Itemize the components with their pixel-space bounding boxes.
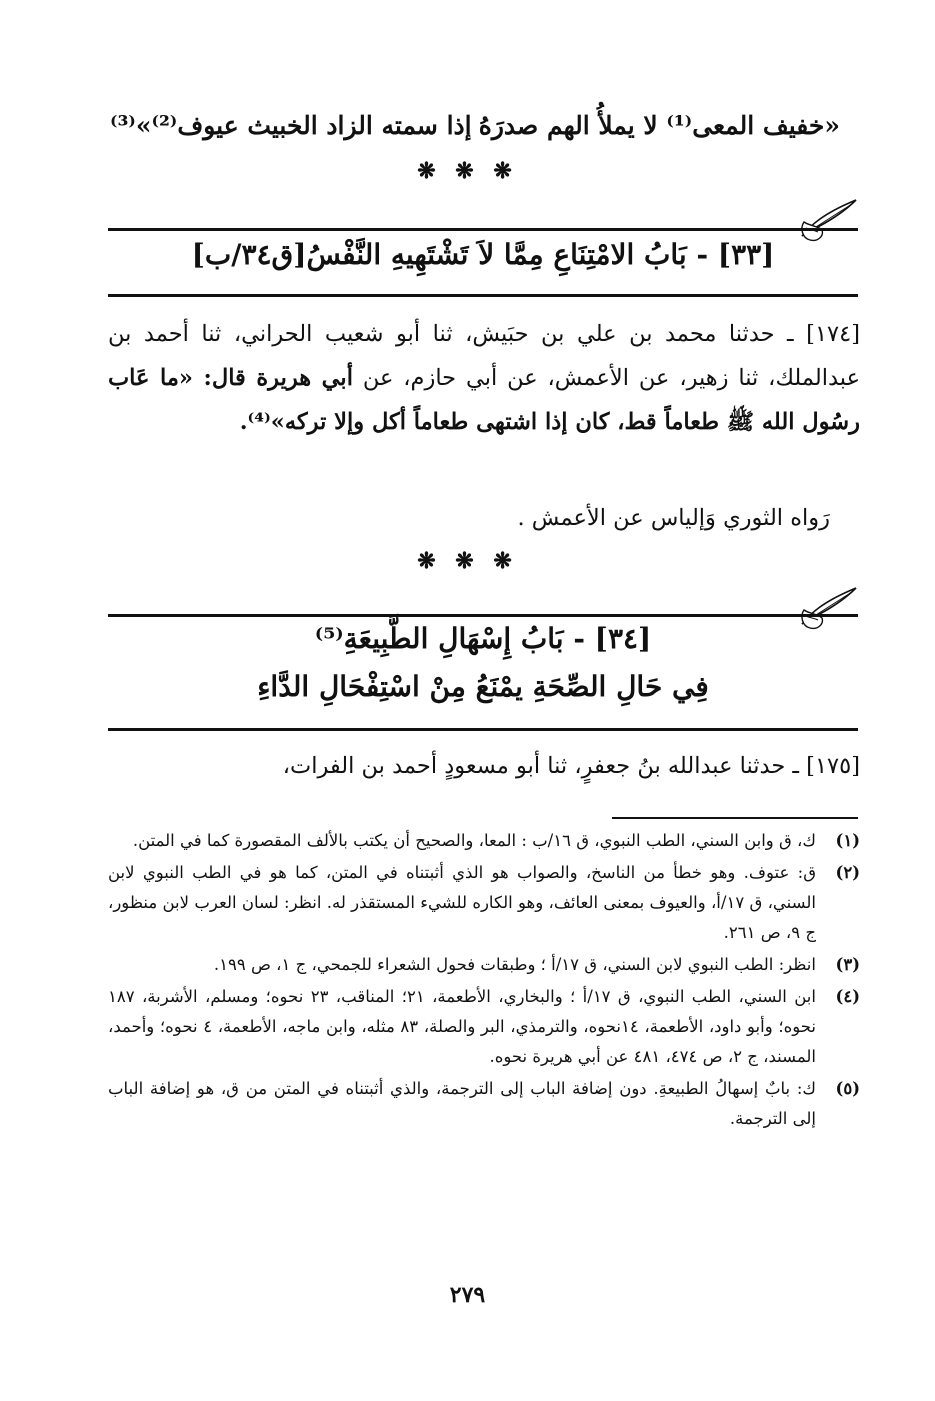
hadith-174-chain: [١٧٤] ـ حدثنا محمد بن علي بن حبَيش، ثنا أبو شعيب الحراني، ثنا أحمد بن عبدالملك، ثنا زهير، عن الأعمش، عن أبي حازم، عن	[108, 321, 860, 391]
hadith-174-narration-note: رَواه الثوري وَإلياس عن الأعمش .	[517, 505, 830, 531]
footnote-text: انظر: الطب النبوي لابن السني، ق ١٧/أ ؛ وطبقات فحول الشعراء للجمحي، ج ١، ص ١٩٩.	[213, 955, 816, 974]
hadith-175-text: [١٧٥] ـ حدثنا عبدالله بنُ جعفرٍ، ثنا أبو مسعودٍ أحمد بن الفرات،	[282, 753, 860, 779]
section-separator: ❋ ❋ ❋	[417, 548, 518, 574]
chapter-33-heading: [٣٣] - بَابُ الامْتِنَاعِ مِمَّا لاَ تَشْتَهِيهِ النَّفْسُ[ق٣٤/ب]	[191, 238, 775, 271]
chapter-34-heading-line-2: فِي حَالِ الصِّحَةِ يمْنَعُ مِنْ اسْتِفْحَالِ الدَّاءِ	[257, 670, 709, 703]
footnote	[108, 982, 860, 1072]
footnote	[108, 1074, 860, 1134]
footnote-number: (٣)	[835, 955, 860, 974]
footnote-separator	[612, 817, 858, 819]
footnote-number: (٢)	[835, 863, 860, 882]
hadith-174-matn: أبي هريرة قال: «ما عَاب رسُول الله ﷺ طعاماً قط، كان إذا اشتهى طعاماً أكل وإلا تركه»⁽⁴⁾	[108, 365, 860, 435]
chapter-34-heading-line-1: [٣٤] - بَابُ إِسْهَالِ الطَّبِيعَةِ⁽⁵⁾	[314, 622, 652, 655]
verse-hemistich-left: إذا سمته الزاد الخبيث عيوف⁽²⁾»⁽³⁾	[110, 110, 472, 140]
quill-pen-icon	[798, 196, 860, 242]
footnote-text: ابن السني، الطب النبوي، ق ١٧/أ ؛ والبخاري، الأطعمة، ٢١؛ المناقب، ٢٣ نحوه؛ ومسلم، الأشربة، ١٨٧ نحوه؛ وأبو داود، الأطعمة، ١٤نحوه، والترمذي، البر والصلة، ٨٣ مثله، وابن ماجه، الأطعمة، ٤ نحوه؛ وأحمد، المسند، ج ٢، ص ٤٧٤، ٤٨١ عن أبي هريرة نحوه.	[108, 987, 816, 1066]
hadith-174-text	[108, 312, 860, 444]
footnotes	[108, 826, 860, 1136]
heading-rule-top	[108, 228, 858, 231]
heading-rule-top	[108, 614, 858, 617]
heading-rule-bottom	[108, 728, 858, 731]
heading-rule-bottom	[108, 294, 858, 297]
footnote-text: ك: بابٌ إسهالُ الطبيعةِ. دون إضافة الباب إلى الترجمة، والذي أثبتناه في المتن من ق، هو إضافة الباب إلى الترجمة.	[108, 1079, 816, 1128]
footnote	[108, 950, 860, 980]
footnote-text: ق: عتوف. وهو خطأ من الناسخ، والصواب هو الذي أثبتناه في المتن، كما هو في الطب النبوي لابن السني، ق ١٧/أ، والعيوف بمعنى العائف، وهو الكاره للشيء المستقذر له. انظر: لسان العرب لابن منظور، ج ٩، ص ٢٦١.	[108, 863, 816, 942]
verse-hemistich-right: «خفيف المعى⁽¹⁾ لا يملأُ الهم صدرَهُ	[478, 110, 840, 140]
section-separator: ❋ ❋ ❋	[417, 158, 518, 184]
footnote-number: (٥)	[835, 1079, 860, 1098]
poetry-verse	[110, 100, 840, 150]
page-number: ٢٧٩	[449, 1282, 486, 1308]
footnote	[108, 858, 860, 948]
footnote-text: ك، ق وابن السني، الطب النبوي، ق ١٦/ب : المعا، والصحيح أن يكتب بالألف المقصورة كما في المتن.	[132, 831, 816, 850]
footnote-number: (١)	[835, 831, 860, 850]
hadith-174-end: .	[239, 409, 248, 435]
footnote-number: (٤)	[835, 987, 860, 1006]
footnote	[108, 826, 860, 856]
